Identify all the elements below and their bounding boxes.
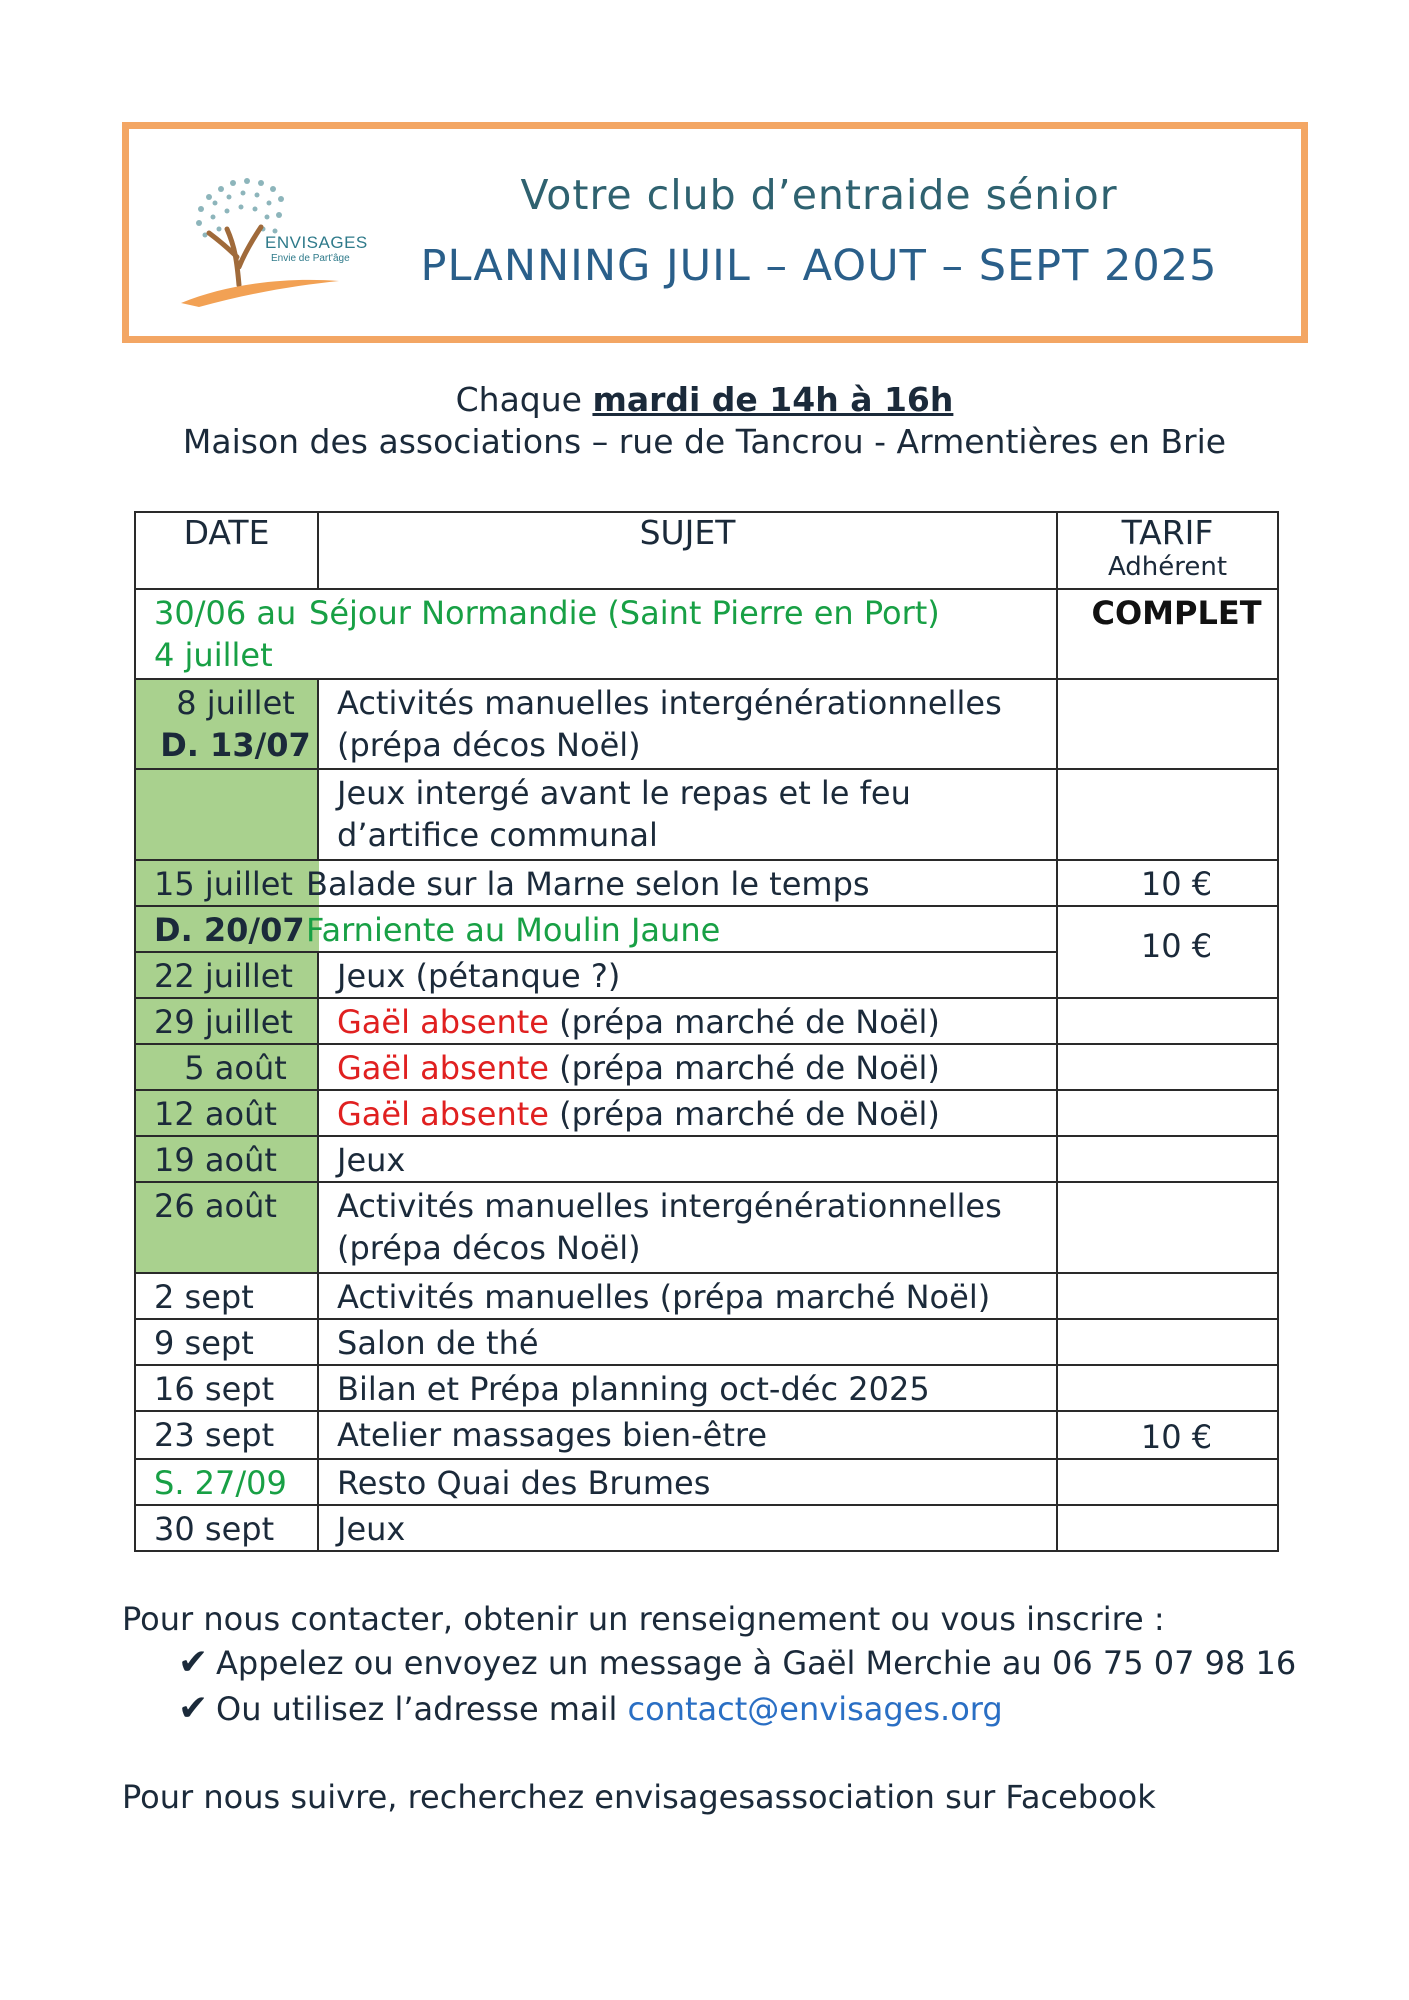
- row-date-line1: 8 juillet: [176, 684, 295, 722]
- row-sujet: [318, 1090, 1057, 1136]
- logo-tagline: Envie de Part'âge: [271, 253, 350, 264]
- contact-line-mail: [178, 1688, 1003, 1729]
- row-date-line2: D. 13/07: [160, 726, 311, 764]
- table-row: [135, 1319, 1278, 1365]
- row-sujet-rest: (prépa marché de Noël): [548, 1049, 940, 1087]
- row-balade: [135, 860, 1057, 906]
- header-sujet: SUJET: [318, 512, 1057, 589]
- row-date: 19 août: [135, 1136, 318, 1182]
- row-date: S. 27/09: [135, 1459, 318, 1505]
- row-date: D. 20/07: [154, 911, 305, 949]
- row-tarif: [1057, 769, 1278, 860]
- row-tarif: [1057, 1459, 1278, 1505]
- row-date: 29 juillet: [135, 998, 318, 1044]
- contact-phone-text: Appelez ou envoyez un message à Gaël Merchie au 06 75 07 98 16: [216, 1644, 1297, 1682]
- row-sujet: Séjour Normandie (Saint Pierre en Port): [309, 594, 940, 632]
- row-sujet-red: Gaël absente: [337, 1049, 549, 1087]
- row-date: 15 juillet: [154, 865, 293, 903]
- planning-title: PLANNING JUIL – AOUT – SEPT 2025: [420, 241, 1218, 291]
- row-date: 2 sept: [135, 1273, 318, 1319]
- row-farniente: [135, 906, 1057, 952]
- header-tarif-label: TARIF: [1121, 513, 1214, 552]
- row-tarif: [1057, 1505, 1278, 1551]
- row-sujet: Jeux intergé avant le repas et le feu d’artifice communal: [318, 769, 1057, 860]
- row-tarif: 10 €: [1057, 860, 1278, 906]
- row-sujet: Balade sur la Marne selon le temps: [306, 865, 870, 903]
- row-date: 22 juillet: [135, 952, 318, 998]
- row-date: 16 sept: [135, 1365, 318, 1411]
- planning-table: [134, 511, 1279, 1552]
- header-tarif-sub: Adhérent: [1107, 552, 1228, 582]
- row-date: 26 août: [135, 1182, 318, 1273]
- row-tarif: [1057, 679, 1278, 769]
- contact-email-link[interactable]: contact@envisages.org: [627, 1690, 1003, 1728]
- row-tarif-value: 10 €: [1140, 927, 1213, 965]
- checkmark-icon: ✔: [178, 1642, 209, 1683]
- row-sejour: [135, 589, 1057, 679]
- table-row: [135, 1459, 1278, 1505]
- row-sujet: Jeux: [318, 1136, 1057, 1182]
- checkmark-icon: ✔: [178, 1688, 209, 1729]
- header-box: [122, 122, 1308, 343]
- row-sujet: Jeux (pétanque ?): [318, 952, 1057, 998]
- row-date: 12 août: [135, 1090, 318, 1136]
- row-sujet: Activités manuelles intergénérationnelles (prépa décos Noël): [318, 679, 1057, 769]
- row-tarif: 10 €: [1057, 1411, 1278, 1459]
- row-date: 23 sept: [135, 1411, 318, 1459]
- table-row: [135, 1273, 1278, 1319]
- table-row: [135, 1090, 1278, 1136]
- row-date: 30 sept: [135, 1505, 318, 1551]
- row-sujet-red: Gaël absente: [337, 1003, 549, 1041]
- schedule-prefix: Chaque: [455, 380, 593, 419]
- row-date: 30/06 au 4 juillet: [154, 594, 297, 674]
- table-row: [135, 769, 1278, 860]
- location-line: Maison des associations – rue de Tancrou - Armentières en Brie: [182, 422, 1227, 461]
- table-row: [135, 679, 1278, 769]
- table-row: [135, 998, 1278, 1044]
- row-sujet: Activités manuelles intergénérationnelles (prépa décos Noël): [318, 1182, 1057, 1273]
- row-tarif: [1057, 1319, 1278, 1365]
- row-date: 5 août: [135, 1044, 318, 1090]
- contact-intro: Pour nous contacter, obtenir un renseignement ou vous inscrire :: [122, 1600, 1165, 1638]
- row-sujet: Atelier massages bien-être: [318, 1411, 1057, 1459]
- contact-mail-prefix: Ou utilisez l’adresse mail: [216, 1690, 628, 1728]
- row-sujet-red: Gaël absente: [337, 1095, 549, 1133]
- table-row: [135, 1136, 1278, 1182]
- club-title: Votre club d’entraide sénior: [520, 171, 1118, 219]
- row-tarif: [1057, 1136, 1278, 1182]
- row-tarif: [1057, 1090, 1278, 1136]
- table-row: [135, 1044, 1278, 1090]
- row-tarif: [1057, 998, 1278, 1044]
- table-row: [135, 589, 1278, 679]
- row-sujet: [318, 1044, 1057, 1090]
- row-sujet: Jeux: [318, 1505, 1057, 1551]
- row-sujet: Farniente au Moulin Jaune: [306, 911, 721, 949]
- row-sujet: Activités manuelles (prépa marché Noël): [318, 1273, 1057, 1319]
- table-row: [135, 860, 1278, 906]
- row-tarif: [1057, 1182, 1278, 1273]
- table-row: [135, 1182, 1278, 1273]
- row-sujet: Resto Quai des Brumes: [318, 1459, 1057, 1505]
- row-tarif: [1057, 1273, 1278, 1319]
- header-tarif: [1057, 512, 1278, 589]
- row-date: 9 sept: [135, 1319, 318, 1365]
- row-sujet: Bilan et Prépa planning oct-déc 2025: [318, 1365, 1057, 1411]
- row-sujet-rest: (prépa marché de Noël): [548, 1003, 940, 1041]
- row-date: [135, 769, 318, 860]
- row-tarif: [1057, 906, 1278, 998]
- row-sujet-rest: (prépa marché de Noël): [548, 1095, 940, 1133]
- table-row: [135, 1365, 1278, 1411]
- table-row: [135, 1411, 1278, 1459]
- header-date: DATE: [135, 512, 318, 589]
- row-tarif: COMPLET: [1057, 589, 1278, 679]
- table-row: [135, 906, 1278, 952]
- row-tarif: [1057, 1044, 1278, 1090]
- table-row: [135, 1505, 1278, 1551]
- schedule-line: [0, 380, 1409, 419]
- follow-line: Pour nous suivre, recherchez envisagesassociation sur Facebook: [122, 1778, 1156, 1816]
- row-sujet: [318, 998, 1057, 1044]
- contact-line-phone: [178, 1642, 1296, 1683]
- schedule-time: mardi de 14h à 16h: [592, 380, 954, 419]
- row-sujet: Salon de thé: [318, 1319, 1057, 1365]
- logo-name: ENVISAGES: [265, 233, 368, 252]
- row-tarif: [1057, 1365, 1278, 1411]
- row-date: [135, 679, 318, 769]
- table-header-row: [135, 512, 1278, 589]
